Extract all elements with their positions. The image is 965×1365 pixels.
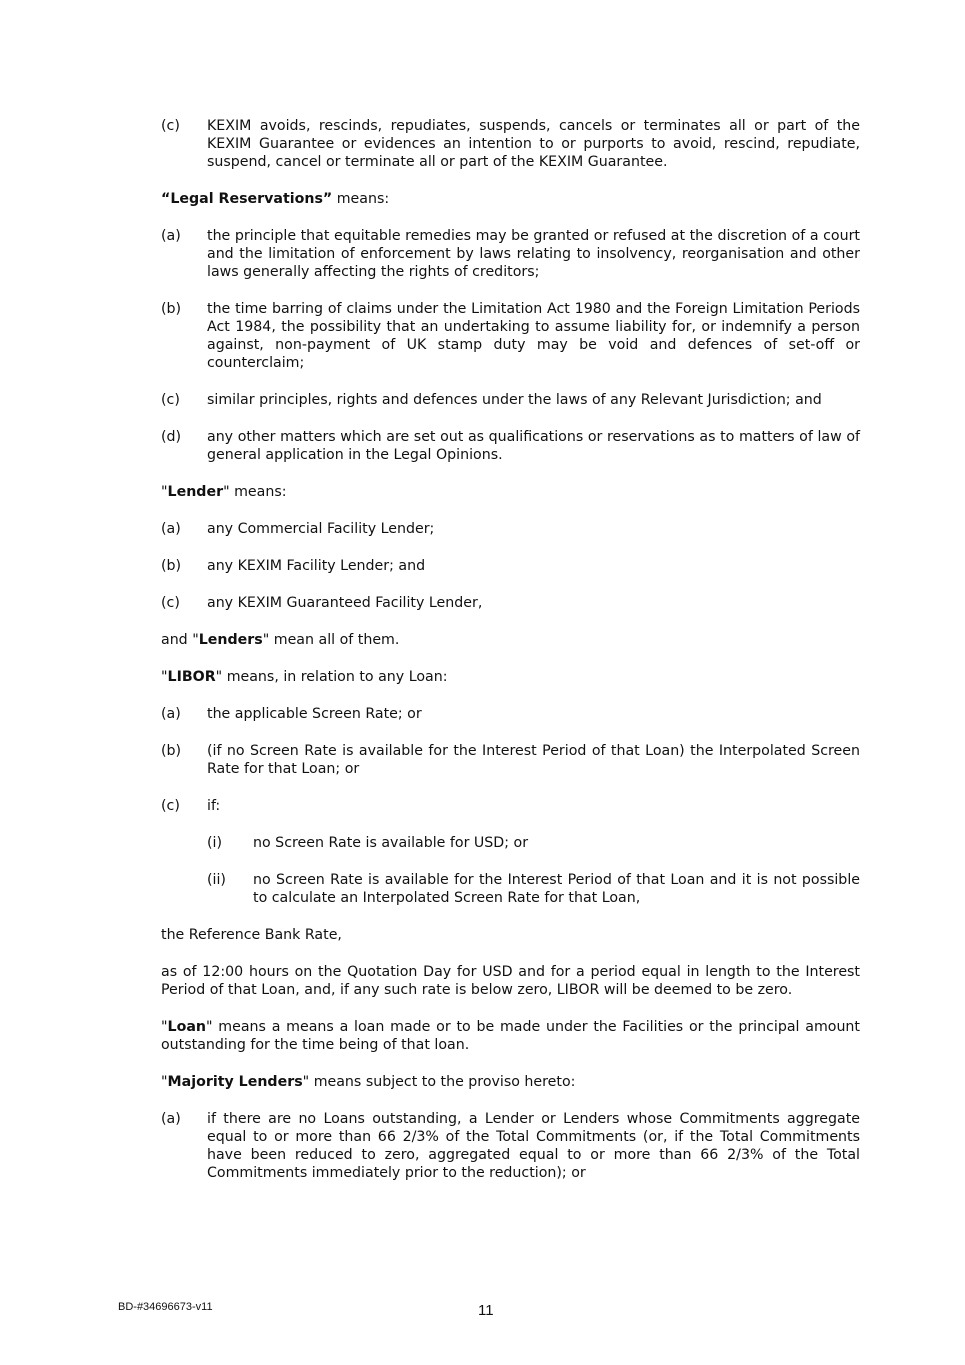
lender-item-a	[161, 520, 860, 538]
legal-reservations-item-d	[161, 428, 860, 464]
page-number: 11	[478, 1302, 494, 1319]
clause-text: (if no Screen Rate is available for the Interest Period of that Loan) the Interpolated Screen Rate for that Loan; or	[207, 743, 860, 777]
lender-item-b	[161, 557, 860, 575]
majority-lenders-item-a	[161, 1110, 860, 1182]
libor-subitem-ii	[207, 871, 860, 907]
clause-number: (ii)	[207, 872, 226, 888]
legal-reservations-item-b	[161, 300, 860, 372]
clause-number: (b)	[161, 301, 182, 317]
document-reference: BD-#34696673-v11	[118, 1301, 213, 1313]
clause-number: (a)	[161, 1111, 181, 1127]
clause-number: (a)	[161, 706, 181, 722]
defined-term-libor: LIBOR	[167, 669, 216, 685]
libor-subitem-i	[207, 834, 860, 852]
clause-number: (a)	[161, 521, 181, 537]
clause-number: (a)	[161, 228, 181, 244]
clause-text: any KEXIM Facility Lender; and	[207, 558, 426, 574]
clause-number: (c)	[161, 595, 180, 611]
clause-number: (b)	[161, 743, 182, 759]
clause-text: similar principles, rights and defences under the laws of any Relevant Jurisdiction; and	[207, 392, 822, 408]
clause-text: KEXIM avoids, rescinds, repudiates, suspends, cancels or terminates all or part of the KEXIM Guarantee or evidences an intention to or purports to avoid, rescind, repudiate, suspend, cancel or terminate all or part of the KEXIM Guarantee.	[207, 118, 860, 170]
clause-number: (b)	[161, 558, 182, 574]
legal-reservations-item-a	[161, 227, 860, 281]
clause-text: if there are no Loans outstanding, a Lender or Lenders whose Commitments aggregate equal to or more than 66 2/3% of the Total Commitments (or, if the Total Commitments have been reduced to zero, aggregated equal to or more than 66 2/3% of the Total Commitments immediately prior to the reduction); or	[207, 1111, 860, 1181]
lender-item-c	[161, 594, 860, 612]
defined-term-legal-reservations: “Legal Reservations”	[161, 191, 333, 207]
clause-number: (c)	[161, 118, 180, 134]
majority-lenders-heading: "Majority Lenders" means subject to the proviso hereto:	[161, 1074, 576, 1090]
clause-text: the time barring of claims under the Limitation Act 1980 and the Foreign Limitation Periods Act 1984, the possibility that an undertaking to assume liability for, or indemnify a person against, non-payment of UK stamp duty may be void and defences of set-off or counterclaim;	[207, 301, 860, 371]
legal-reservations-item-c	[161, 391, 860, 409]
clause-number: (c)	[161, 392, 180, 408]
legal-reservations-heading: “Legal Reservations” means:	[161, 191, 390, 207]
libor-item-b	[161, 742, 860, 778]
clause-number: (d)	[161, 429, 182, 445]
lenders-closing: and "Lenders" mean all of them.	[161, 632, 400, 648]
defined-term-lender: Lender	[167, 484, 224, 500]
clause-text: any Commercial Facility Lender;	[207, 521, 435, 537]
clause-text: the applicable Screen Rate; or	[207, 706, 422, 722]
clause-text: any other matters which are set out as qualifications or reservations as to matters of law of general application in the Legal Opinions.	[207, 429, 860, 463]
clause-text: if:	[207, 798, 221, 814]
libor-fallback: the Reference Bank Rate,	[161, 927, 342, 943]
loan-definition: "Loan" means a means a loan made or to be made under the Facilities or the principal amount outstanding for the time being of that loan.	[161, 1019, 860, 1053]
clause-text: any KEXIM Guaranteed Facility Lender,	[207, 595, 483, 611]
lender-heading: "Lender" means:	[161, 484, 287, 500]
clause-text: the principle that equitable remedies may be granted or refused at the discretion of a court and the limitation of enforcement by laws relating to insolvency, reorganisation and other laws generally affecting the rights of creditors;	[207, 228, 860, 280]
defined-term-loan: Loan	[167, 1019, 206, 1035]
clause-text: no Screen Rate is available for USD; or	[253, 835, 529, 851]
clause-number: (c)	[161, 798, 180, 814]
defined-term-lenders: Lenders	[198, 632, 263, 648]
clause-number: (i)	[207, 835, 223, 851]
kexim-clause-c	[161, 117, 860, 171]
libor-heading: "LIBOR" means, in relation to any Loan:	[161, 669, 448, 685]
libor-item-c	[161, 797, 860, 815]
clause-text: no Screen Rate is available for the Interest Period of that Loan and it is not possible to calculate an Interpolated Screen Rate for that Loan,	[253, 872, 860, 906]
defined-term-majority-lenders: Majority Lenders	[167, 1074, 303, 1090]
libor-closing: as of 12:00 hours on the Quotation Day for USD and for a period equal in length to the Interest Period of that Loan, and, if any such rate is below zero, LIBOR will be deemed to be zero.	[161, 964, 860, 998]
document-body	[161, 117, 860, 1201]
libor-item-a	[161, 705, 860, 723]
